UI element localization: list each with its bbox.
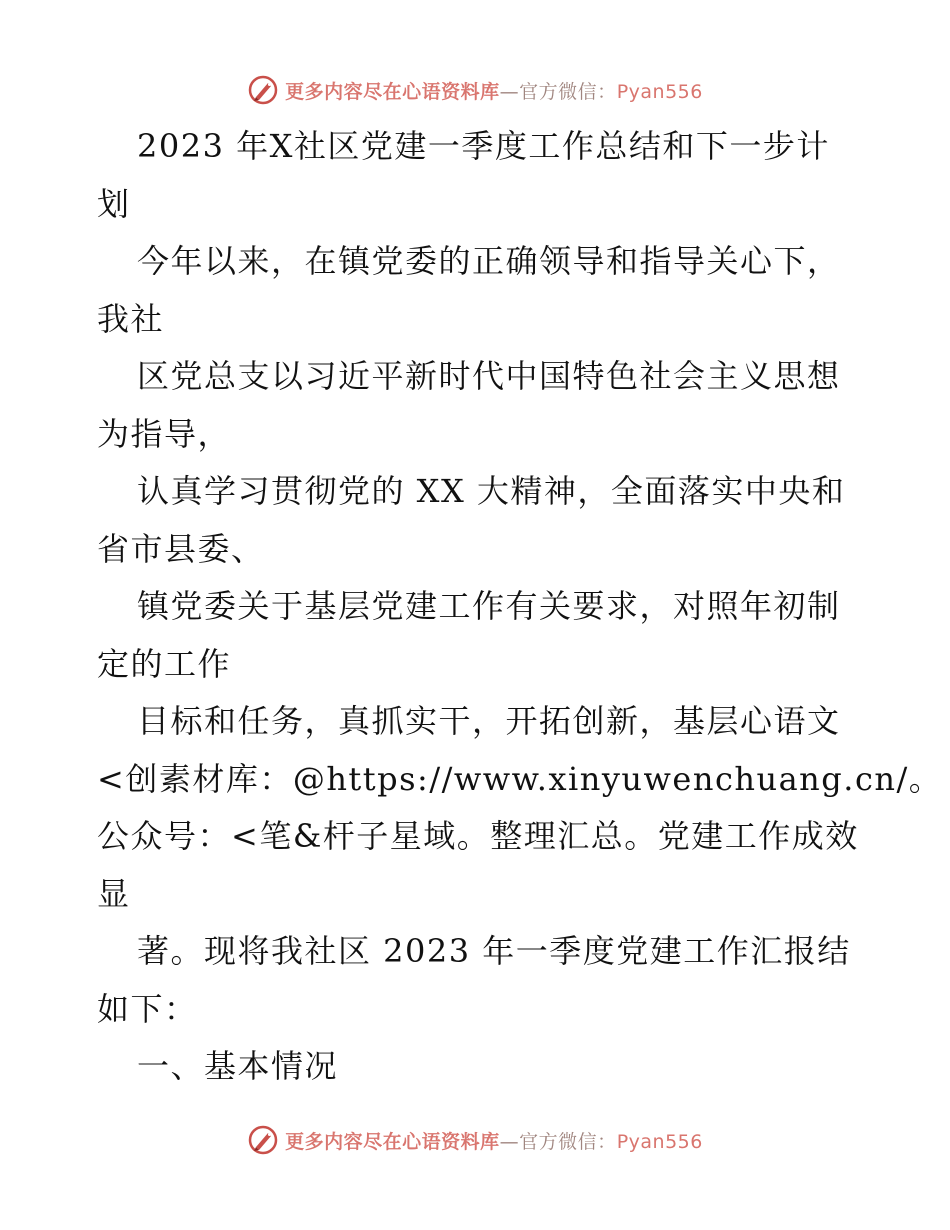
- watermark-wechat-id: Pyan556: [616, 1130, 703, 1153]
- document-line: 区党总支以习近平新时代中国特色社会主义思想: [137, 357, 841, 395]
- watermark-site-name: 更多内容尽在心语资料库: [285, 80, 500, 103]
- document-body: [97, 118, 943, 1096]
- document-line: 为指导，: [97, 414, 232, 453]
- document-line: 镇党委关于基层党建工作有关要求，对照年初制: [137, 587, 841, 625]
- document-line: 我社: [97, 299, 165, 338]
- document-line: 一、基本情况: [137, 1047, 339, 1085]
- watermark-site-name: 更多内容尽在心语资料库: [285, 1130, 500, 1153]
- watermark-wechat-id: Pyan556: [616, 80, 703, 103]
- document-line: 如下：: [97, 989, 198, 1028]
- document-line: 省市县委、: [97, 529, 265, 568]
- watermark-banner-top: [0, 70, 950, 110]
- document-line: 2023 年X社区党建一季度工作总结和下一步计: [137, 127, 830, 165]
- document-line: <创素材库：@https://www.xinyuwenchuang.cn/。: [97, 759, 943, 798]
- watermark-banner-bottom: [0, 1120, 950, 1160]
- document-line: 定的工作: [97, 644, 232, 683]
- watermark-text: [285, 77, 703, 104]
- document-line: 划: [97, 184, 131, 223]
- document-line: 目标和任务，真抓实干，开拓创新，基层心语文: [137, 702, 841, 740]
- document-line: 显: [97, 874, 131, 913]
- watermark-text: [285, 1127, 703, 1154]
- document-line: 著。现将我社区 2023 年一季度党建工作汇报结: [137, 932, 851, 970]
- pen-logo-icon: [247, 74, 279, 106]
- document-line: 认真学习贯彻党的 XX 大精神，全面落实中央和: [137, 472, 846, 510]
- pen-logo-icon: [247, 1124, 279, 1156]
- document-line: 今年以来，在镇党委的正确领导和指导关心下，: [137, 242, 841, 280]
- watermark-wechat-label: —官方微信：: [499, 1130, 617, 1153]
- document-line: 公众号：<笔&杆子星域。整理汇总。党建工作成效: [97, 817, 859, 855]
- watermark-wechat-label: —官方微信：: [499, 80, 617, 103]
